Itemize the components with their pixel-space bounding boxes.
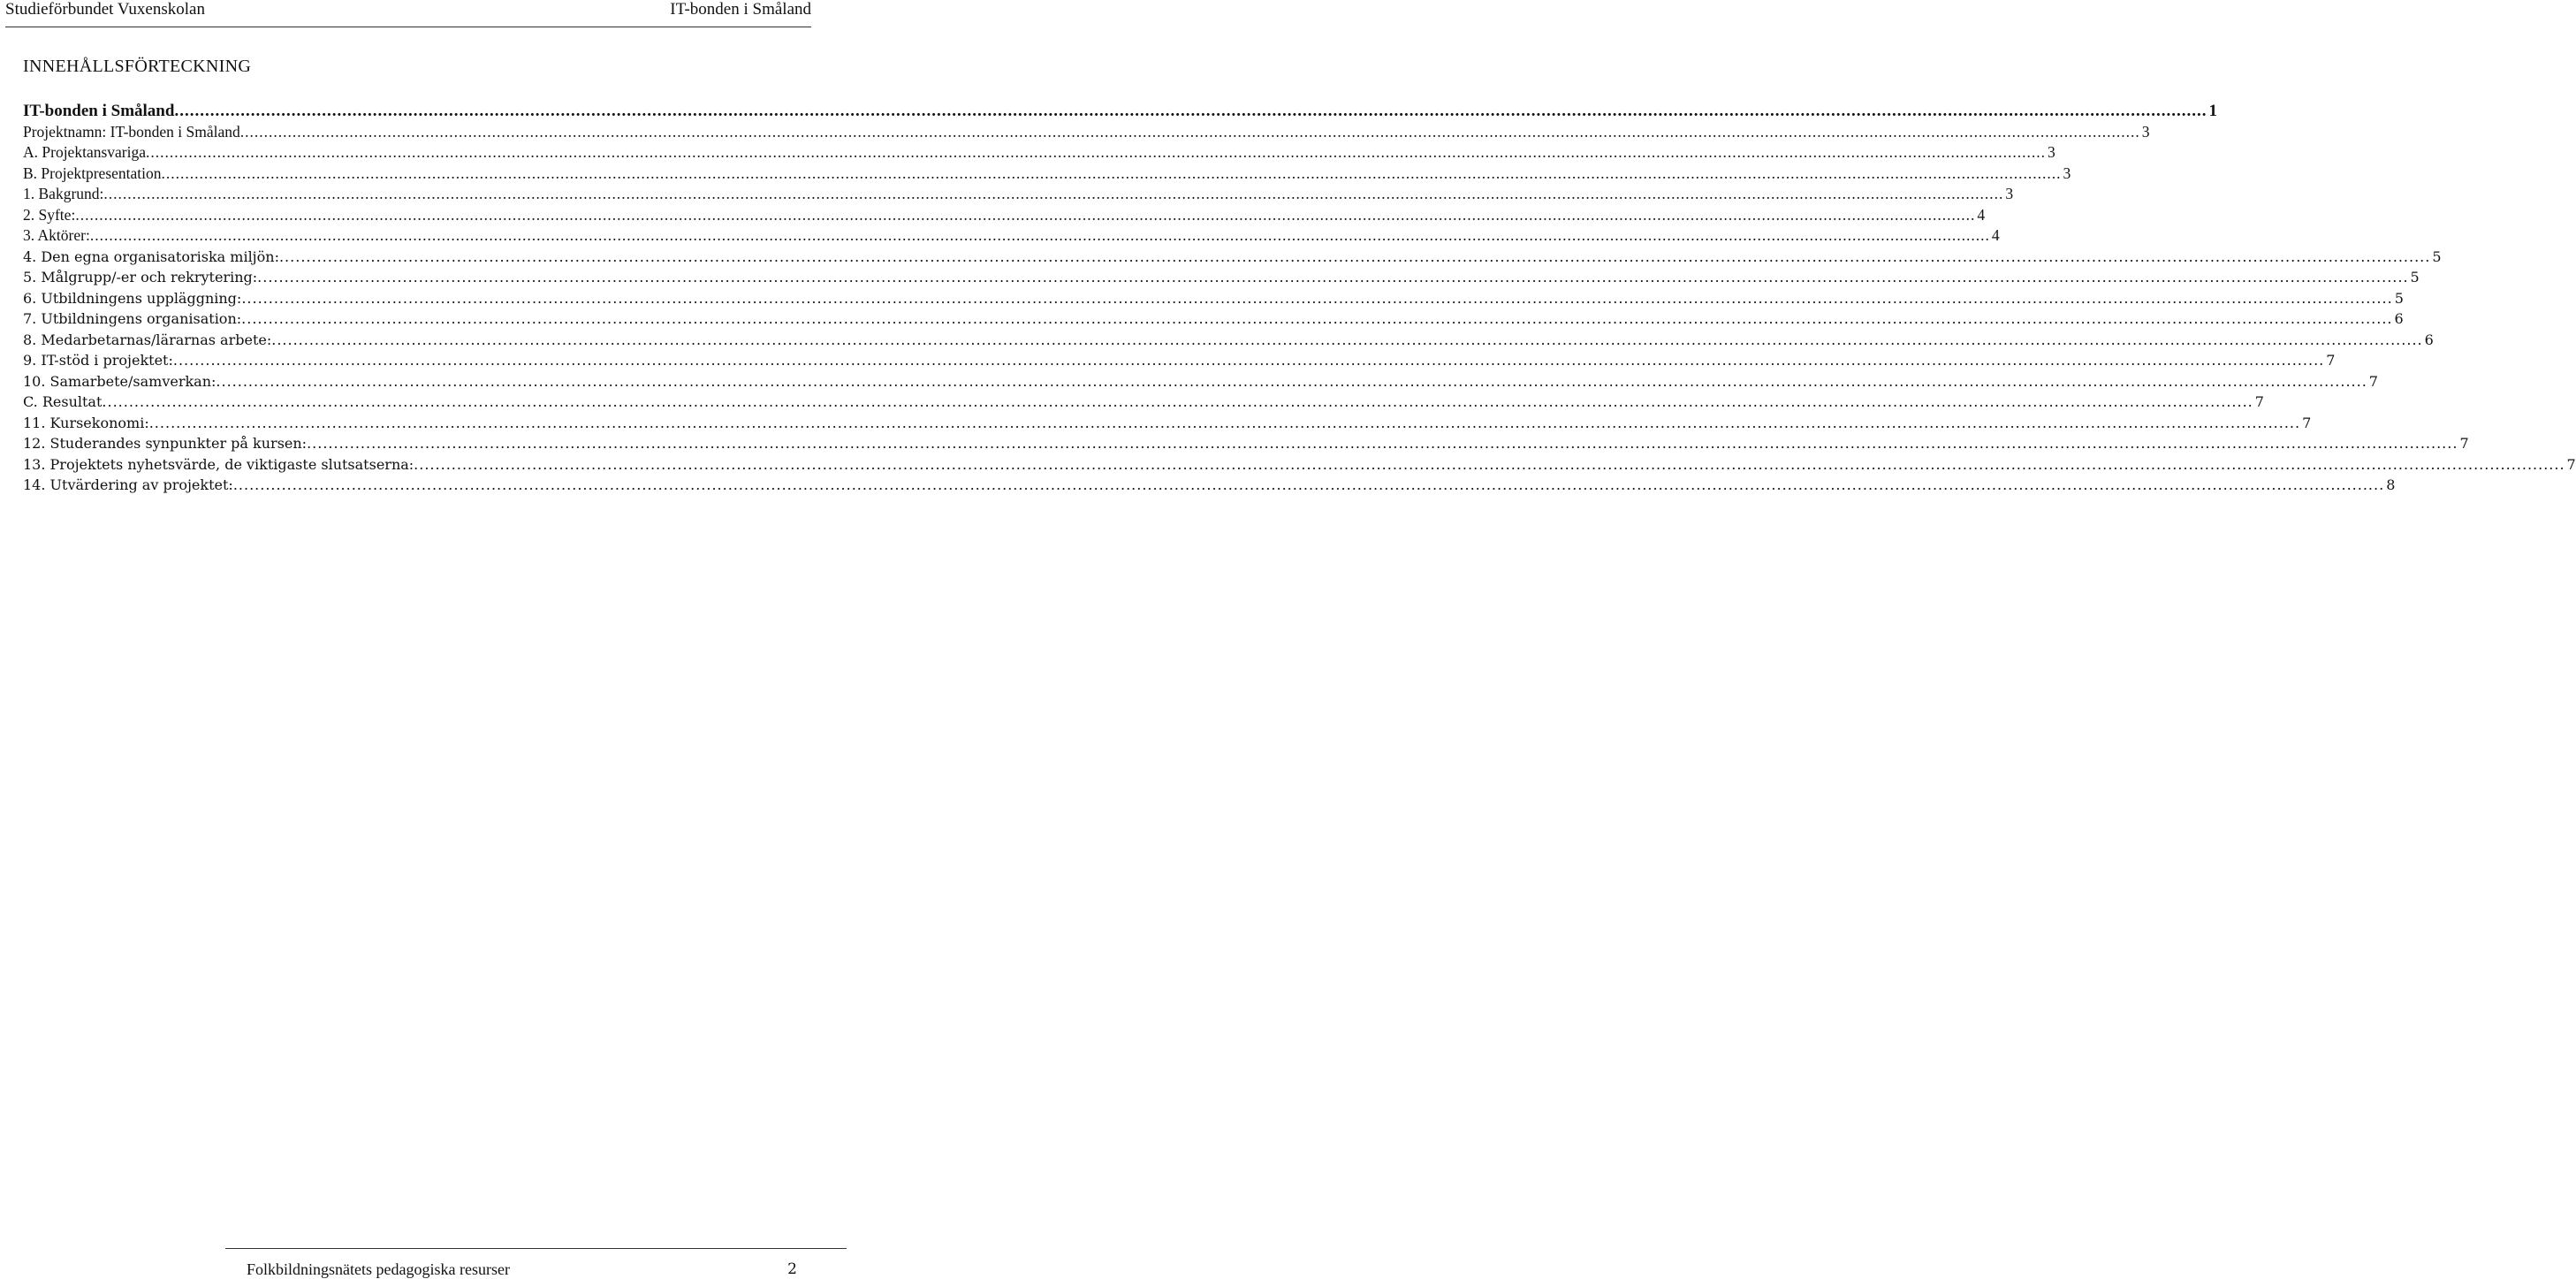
toc-entry-label: 6. Utbildningens uppläggning: xyxy=(23,289,242,307)
toc-dot-leader: ................................................................................................................................................................................................................................................................................................................................................................................................................ xyxy=(102,393,2253,410)
toc-entry[interactable] xyxy=(23,392,2264,413)
toc-entry[interactable] xyxy=(23,350,2336,371)
toc-dot-leader: ................................................................................................................................................................................................................................................................................................................................................................................................................ xyxy=(241,289,2393,307)
toc-entry-label: 4. Den egna organisatoriska miljön: xyxy=(23,247,279,265)
toc-entry-page: 6 xyxy=(2394,310,2404,327)
toc-entry[interactable] xyxy=(23,205,1986,226)
toc-dot-leader: ................................................................................................................................................................................................................................................................................................................................................................................................................ xyxy=(239,122,2140,141)
toc-entry-label: A. Projektansvariga xyxy=(23,143,146,161)
header-document-title: IT-bonden i Småland xyxy=(670,0,811,19)
toc-dot-leader: ................................................................................................................................................................................................................................................................................................................................................................................................................ xyxy=(161,164,2062,182)
toc-entry-label: 3. Aktörer: xyxy=(23,226,90,244)
toc-entry-label: 7. Utbildningens organisation: xyxy=(23,310,242,327)
toc-dot-leader: ................................................................................................................................................................................................................................................................................................................................................................................................................ xyxy=(216,372,2367,390)
toc-entry-label: C. Resultat xyxy=(23,393,103,410)
toc-entry-page: 3 xyxy=(2141,122,2150,141)
toc-entry-page: 5 xyxy=(2394,289,2404,307)
toc-entry-page: 7 xyxy=(2368,372,2378,390)
toc-entry[interactable] xyxy=(23,413,2312,434)
toc-entry-page: 7 xyxy=(2459,435,2469,452)
toc-dot-leader: ................................................................................................................................................................................................................................................................................................................................................................................................................ xyxy=(241,310,2393,327)
toc-entry[interactable] xyxy=(23,225,2000,247)
toc-entry[interactable] xyxy=(23,454,2576,476)
toc-dot-leader: ................................................................................................................................................................................................................................................................................................................................................................................................................ xyxy=(414,455,2565,473)
toc-heading: INNEHÅLLSFÖRTECKNING xyxy=(23,57,252,76)
toc-dot-leader: ................................................................................................................................................................................................................................................................................................................................................................................................................ xyxy=(271,331,2423,348)
toc-entry-label: 9. IT-stöd i projektet: xyxy=(23,352,173,369)
toc-entry-page: 5 xyxy=(2410,269,2420,285)
toc-entry-page: 6 xyxy=(2424,331,2434,348)
toc-dot-leader: ................................................................................................................................................................................................................................................................................................................................................................................................................ xyxy=(257,269,2409,285)
header-organization: Studieförbundet Vuxenskolan xyxy=(5,0,205,19)
toc-dot-leader: ................................................................................................................................................................................................................................................................................................................................................................................................................ xyxy=(307,435,2458,452)
toc-entry-label: 13. Projektets nyhetsvärde, de viktigaste slutsatserna: xyxy=(23,455,414,473)
toc-entry-label: 12. Studerandes synpunkter på kursen: xyxy=(23,435,308,452)
toc-entry-label: 14. Utvärdering av projektet: xyxy=(23,476,233,493)
toc-entry-page: 1 xyxy=(2208,102,2217,120)
toc-dot-leader: ................................................................................................................................................................................................................................................................................................................................................................................................................ xyxy=(172,352,2325,369)
toc-entry[interactable] xyxy=(23,101,2217,122)
toc-entry-page: 7 xyxy=(2302,414,2312,431)
toc-entry-page: 7 xyxy=(2566,455,2576,473)
toc-entry-page: 5 xyxy=(2432,247,2442,265)
toc-dot-leader: ................................................................................................................................................................................................................................................................................................................................................................................................................ xyxy=(232,476,2385,493)
toc-dot-leader: ................................................................................................................................................................................................................................................................................................................................................................................................................ xyxy=(89,226,1990,244)
toc-entry[interactable] xyxy=(23,142,2055,164)
toc-entry[interactable] xyxy=(23,475,2396,496)
toc-entry[interactable] xyxy=(23,122,2150,143)
footer-source: Folkbildningsnätets pedagogiska resurser xyxy=(247,1260,510,1278)
toc-entry[interactable] xyxy=(23,371,2378,392)
page-header xyxy=(5,0,811,27)
toc-dot-leader: ................................................................................................................................................................................................................................................................................................................................................................................................................ xyxy=(174,102,2207,120)
toc-entry-page: 7 xyxy=(2326,352,2336,369)
toc-dot-leader: ................................................................................................................................................................................................................................................................................................................................................................................................................ xyxy=(146,143,2046,161)
toc-entry-page: 3 xyxy=(2048,143,2055,161)
table-of-contents xyxy=(23,101,2576,496)
toc-entry-label: 10. Samarbete/samverkan: xyxy=(23,372,217,390)
toc-entry-label: B. Projektpresentation xyxy=(23,164,162,182)
toc-entry-label: 1. Bakgrund: xyxy=(23,185,104,202)
toc-entry[interactable] xyxy=(23,433,2469,454)
toc-entry[interactable] xyxy=(23,247,2442,268)
toc-dot-leader: ................................................................................................................................................................................................................................................................................................................................................................................................................ xyxy=(75,205,1976,224)
toc-entry-page: 3 xyxy=(2005,185,2014,202)
page-footer xyxy=(225,1248,847,1279)
toc-entry-label: 8. Medarbetarnas/lärarnas arbete: xyxy=(23,331,272,348)
toc-entry[interactable] xyxy=(23,330,2434,351)
toc-entry-label: IT-bonden i Småland xyxy=(23,102,175,120)
toc-entry-page: 4 xyxy=(1991,226,2000,244)
toc-entry-page: 4 xyxy=(1977,205,1986,224)
toc-entry[interactable] xyxy=(23,184,2014,205)
toc-entry-label: 11. Kursekonomi: xyxy=(23,414,149,431)
toc-entry-label: 5. Målgrupp/-er och rekrytering: xyxy=(23,269,258,285)
toc-entry[interactable] xyxy=(23,288,2404,309)
toc-entry[interactable] xyxy=(23,164,2071,185)
toc-entry-label: Projektnamn: IT-bonden i Småland xyxy=(23,122,240,141)
toc-dot-leader: ................................................................................................................................................................................................................................................................................................................................................................................................................ xyxy=(103,185,2004,202)
toc-entry[interactable] xyxy=(23,267,2420,288)
toc-entry-page: 7 xyxy=(2254,393,2264,410)
toc-dot-leader: ................................................................................................................................................................................................................................................................................................................................................................................................................ xyxy=(148,414,2301,431)
footer-page-number: 2 xyxy=(787,1260,797,1278)
toc-entry-label: 2. Syfte: xyxy=(23,205,76,224)
toc-entry-page: 8 xyxy=(2386,476,2396,493)
toc-entry[interactable] xyxy=(23,308,2404,330)
toc-dot-leader: ................................................................................................................................................................................................................................................................................................................................................................................................................ xyxy=(278,247,2431,265)
toc-entry-page: 3 xyxy=(2063,164,2071,182)
